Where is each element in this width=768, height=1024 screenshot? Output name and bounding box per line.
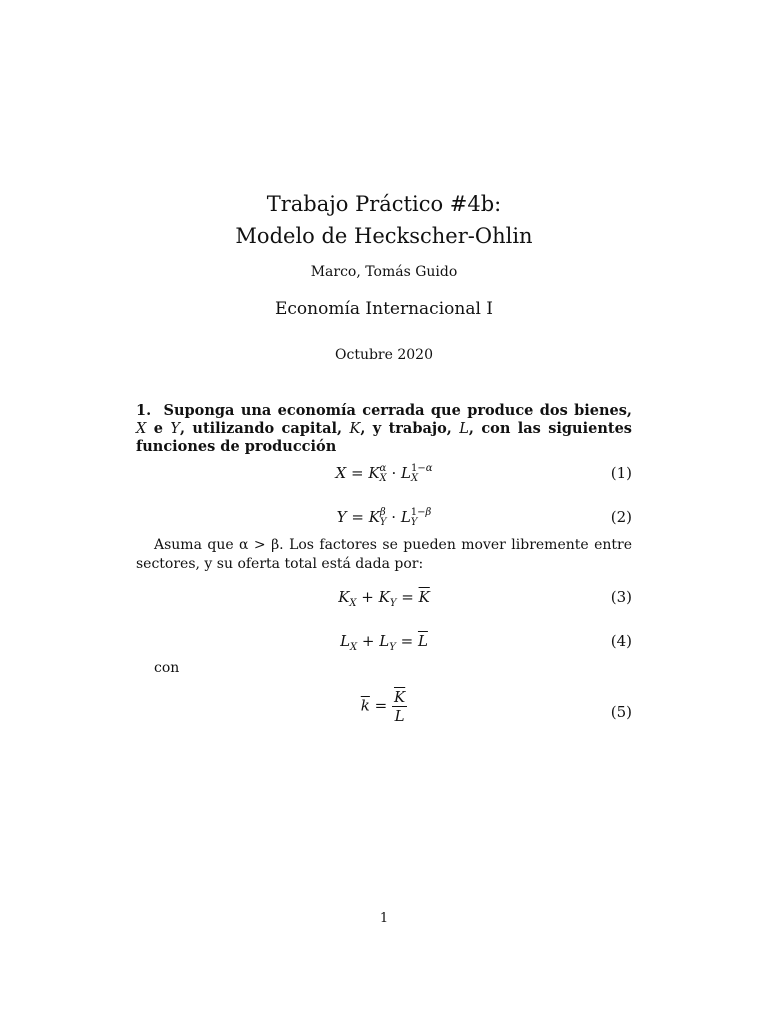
symbol-y: Y (170, 421, 180, 437)
equation-2-tag: (2) (610, 508, 632, 526)
symbol-k: K (349, 421, 361, 437)
document-title (0, 188, 768, 252)
equation-4 (136, 628, 632, 658)
equation-1-formula: X = K α X · L 1−α X (335, 463, 433, 484)
title-line-2: Modelo de Heckscher-Ohlin (235, 224, 533, 248)
equation-2 (136, 504, 632, 534)
equation-5 (136, 688, 632, 734)
question-text-a: Suponga una economía cerrada que produce dos bienes, (163, 402, 632, 419)
equation-4-formula: $L_X + L_Y = \overline{L}$ (340, 632, 428, 653)
equation-5-tag: (5) (610, 703, 632, 721)
con-text: con (154, 660, 180, 676)
equation-3-tag: (3) (610, 588, 632, 606)
equation-3-formula: $K_X + K_Y = \overline{K}$ (338, 588, 430, 609)
question-text-e: , con las siguientes funciones de producción (136, 420, 632, 455)
assumption-paragraph: Asuma que α > β. Los factores se pueden mover libremente entre sectores, y su oferta total está dada por: (136, 537, 632, 572)
title-line-1: Trabajo Práctico #4b: (266, 192, 502, 216)
page-number: 1 (379, 911, 389, 926)
question-text-b: e (153, 420, 163, 437)
course-name: Economía Internacional I (274, 299, 494, 319)
question-number: 1. (136, 402, 152, 419)
date: Octubre 2020 (335, 347, 433, 363)
question-text-c: , utilizando capital, (179, 420, 343, 437)
question-text-d: , y trabajo, (360, 420, 452, 437)
symbol-x: X (136, 421, 147, 437)
symbol-l: L (459, 421, 469, 437)
author: Marco, Tomás Guido (310, 264, 458, 280)
equation-4-tag: (4) (610, 632, 632, 650)
equation-3 (136, 584, 632, 614)
equation-1 (136, 460, 632, 490)
equation-1-tag: (1) (610, 464, 632, 482)
equation-5-formula: $\overline{k}$ = $\frac{\overline{K}}{L}$ (360, 688, 406, 725)
equation-2-formula: Y = K β Y · L 1−β Y (336, 507, 432, 528)
question-1 (136, 402, 632, 456)
